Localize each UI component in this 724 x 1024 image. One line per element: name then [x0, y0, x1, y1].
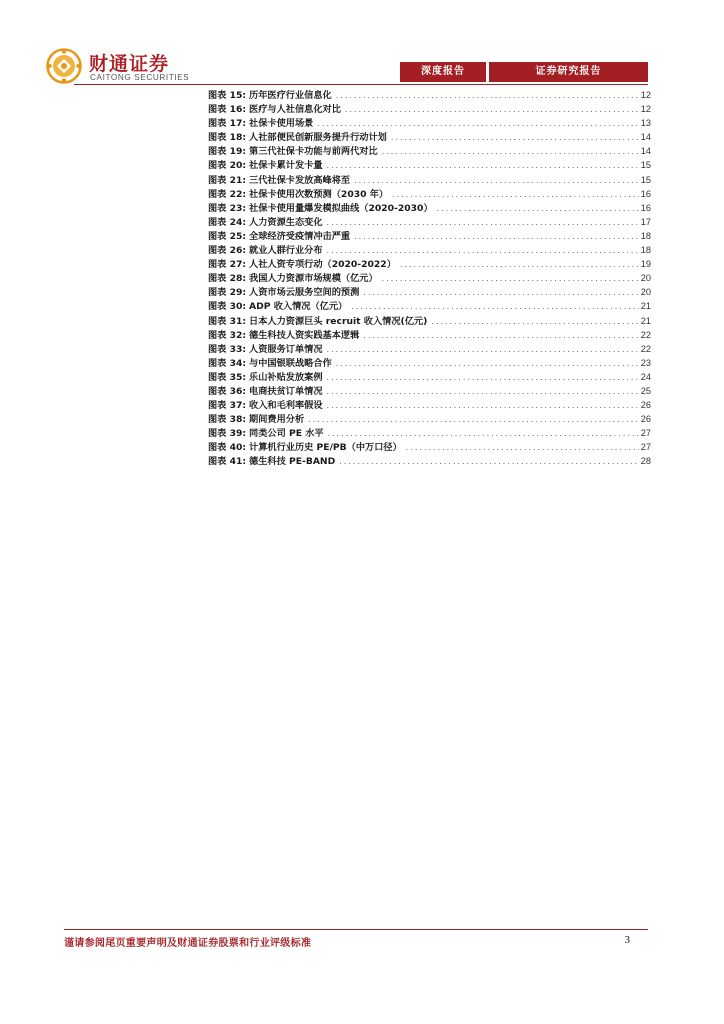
- toc-entry[interactable]: [208, 426, 651, 440]
- toc-figure-title: 社保卡累计发卡量: [249, 160, 323, 172]
- toc-page-number: 16: [640, 188, 651, 199]
- page-number: 3: [624, 934, 630, 946]
- toc-figure-label: 图表 17: [208, 118, 243, 130]
- footer-divider: [64, 929, 648, 930]
- toc-colon: :: [242, 245, 247, 257]
- toc-figure-title: 日本人力资源巨头 recruit 收入情况(亿元): [249, 315, 428, 327]
- toc-colon: :: [242, 343, 247, 355]
- toc-colon: :: [242, 259, 247, 271]
- toc-entry[interactable]: [208, 102, 651, 116]
- toc-entry[interactable]: [208, 215, 651, 229]
- toc-colon: :: [242, 329, 247, 341]
- toc-figure-title: 电商扶贫订单情况: [249, 385, 323, 397]
- toc-page-number: 25: [640, 385, 651, 396]
- toc-page-number: 12: [640, 104, 651, 115]
- toc-figure-label: 图表 34: [208, 357, 243, 369]
- toc-entry[interactable]: [208, 257, 651, 271]
- toc-figure-label: 图表 21: [208, 174, 243, 186]
- toc-figure-label: 图表 30: [208, 301, 243, 313]
- toc-entry[interactable]: [208, 342, 651, 356]
- toc-dot-leader: [392, 188, 639, 202]
- toc-colon: :: [242, 371, 247, 383]
- toc-dot-leader: [354, 174, 639, 188]
- toc-dot-leader: [354, 230, 639, 244]
- toc-page-number: 27: [640, 428, 651, 439]
- toc-page-number: 20: [640, 287, 651, 298]
- toc-figure-title: 人社部便民创新服务提升行动计划: [249, 132, 387, 144]
- tag-securities-research: 证券研究报告: [489, 62, 648, 82]
- toc-figure-label: 图表 25: [208, 230, 243, 242]
- toc-figure-title: 期间费用分析: [249, 414, 305, 426]
- toc-figure-label: 图表 18: [208, 132, 243, 144]
- toc-colon: :: [242, 132, 247, 144]
- toc-figure-title: 社保卡使用次数预测（2030 年）: [249, 188, 389, 200]
- toc-entry[interactable]: [208, 116, 651, 130]
- toc-dot-leader: [351, 300, 639, 314]
- toc-figure-label: 图表 15: [208, 90, 243, 101]
- toc-page-number: 14: [640, 132, 651, 143]
- toc-dot-leader: [339, 455, 639, 469]
- toc-page-number: 20: [640, 273, 651, 284]
- toc-page-number: 21: [640, 315, 651, 326]
- toc-figure-title: 计算机行业历史 PE/PB（中万口径）: [249, 442, 402, 454]
- toc-entry[interactable]: [208, 187, 651, 201]
- toc-dot-leader: [327, 216, 639, 230]
- toc-figure-title: 收入和毛利率假设: [249, 400, 323, 412]
- toc-dot-leader: [327, 244, 639, 258]
- toc-figure-title: 人社人资专项行动（2020-2022）: [249, 259, 396, 271]
- toc-entry[interactable]: [208, 285, 651, 299]
- toc-figure-label: 图表 37: [208, 400, 243, 412]
- toc-colon: :: [242, 385, 247, 397]
- toc-dot-leader: [382, 145, 639, 159]
- toc-page-number: 21: [640, 301, 651, 312]
- figure-index-list: [208, 88, 651, 469]
- toc-colon: :: [242, 428, 247, 440]
- toc-colon: :: [242, 160, 247, 172]
- toc-page-number: 27: [640, 442, 651, 453]
- toc-entry[interactable]: [208, 229, 651, 243]
- toc-page-number: 13: [640, 118, 651, 129]
- toc-figure-title: 医疗与人社信息化对比: [249, 104, 341, 116]
- toc-entry[interactable]: [208, 243, 651, 257]
- toc-figure-label: 图表 38: [208, 414, 243, 426]
- toc-colon: :: [242, 273, 247, 285]
- toc-page-number: 23: [640, 357, 651, 368]
- toc-dot-leader: [391, 131, 639, 145]
- toc-colon: :: [242, 301, 247, 313]
- toc-dot-leader: [400, 258, 639, 272]
- toc-dot-leader: [327, 385, 639, 399]
- toc-figure-label: 图表 33: [208, 343, 243, 355]
- toc-entry[interactable]: [208, 454, 651, 468]
- toc-entry[interactable]: [208, 201, 651, 215]
- toc-colon: :: [242, 174, 247, 186]
- toc-dot-leader: [327, 343, 639, 357]
- toc-colon: :: [242, 230, 247, 242]
- toc-colon: :: [242, 146, 247, 158]
- toc-dot-leader: [431, 315, 638, 329]
- toc-figure-title: 社保卡使用量爆发模拟曲线（2020-2030）: [249, 202, 433, 214]
- toc-figure-label: 图表 19: [208, 146, 243, 158]
- toc-figure-title: 乐山补贴发放案例: [249, 371, 323, 383]
- toc-page-number: 15: [640, 174, 651, 185]
- toc-dot-leader: [327, 371, 639, 385]
- toc-figure-label: 图表 24: [208, 216, 243, 228]
- toc-page-number: 14: [640, 146, 651, 157]
- toc-figure-label: 图表 26: [208, 245, 243, 257]
- toc-figure-title: 人资市场云服务空间的预测: [249, 287, 360, 299]
- toc-entry[interactable]: [208, 384, 651, 398]
- toc-colon: :: [242, 104, 247, 116]
- toc-figure-label: 图表 31: [208, 315, 243, 327]
- toc-dot-leader: [406, 441, 639, 455]
- tag-deep-report: 深度报告: [400, 62, 486, 82]
- toc-figure-label: 图表 40: [208, 442, 243, 454]
- toc-page-number: 28: [640, 456, 651, 467]
- company-logo: [46, 48, 196, 84]
- footer-disclaimer: 谨请参阅尾页重要声明及财通证券股票和行业评级标准: [64, 938, 312, 949]
- toc-entry[interactable]: [208, 370, 651, 384]
- toc-entry[interactable]: [208, 144, 651, 158]
- toc-figure-title: 同类公司 PE 水平: [249, 428, 324, 440]
- toc-page-number: 22: [640, 343, 651, 354]
- toc-figure-label: 图表 41: [208, 456, 243, 468]
- toc-entry[interactable]: [208, 398, 651, 412]
- toc-figure-title: 人力资源生态变化: [249, 216, 323, 228]
- toc-dot-leader: [327, 159, 639, 173]
- toc-colon: :: [242, 188, 247, 200]
- toc-figure-label: 图表 36: [208, 385, 243, 397]
- toc-figure-label: 图表 29: [208, 287, 243, 299]
- toc-page-number: 22: [640, 329, 651, 340]
- toc-entry[interactable]: [208, 173, 651, 187]
- toc-colon: :: [242, 315, 247, 327]
- toc-dot-leader: [345, 103, 639, 117]
- toc-dot-leader: [437, 202, 639, 216]
- toc-figure-title: 社保卡使用场景: [249, 118, 314, 130]
- toc-entry[interactable]: [208, 328, 651, 342]
- toc-figure-title: 第三代社保卡功能与前两代对比: [249, 146, 378, 158]
- toc-entry[interactable]: [208, 314, 651, 328]
- toc-page-number: 18: [640, 245, 651, 256]
- toc-dot-leader: [328, 427, 639, 441]
- toc-dot-leader: [363, 286, 638, 300]
- toc-figure-label: 图表 27: [208, 259, 243, 271]
- toc-colon: :: [242, 456, 247, 468]
- toc-dot-leader: [382, 272, 639, 286]
- toc-figure-title: 人资服务订单情况: [249, 343, 323, 355]
- toc-page-number: 17: [640, 216, 651, 227]
- toc-dot-leader: [317, 117, 638, 131]
- toc-entry[interactable]: [208, 412, 651, 426]
- report-type-tags: [400, 62, 648, 82]
- toc-dot-leader: [308, 413, 639, 427]
- toc-entry[interactable]: [208, 158, 651, 172]
- toc-colon: :: [242, 202, 247, 214]
- toc-figure-label: 图表 32: [208, 329, 243, 341]
- toc-figure-label: 图表 16: [208, 104, 243, 116]
- toc-figure-label: 图表 39: [208, 428, 243, 440]
- toc-dot-leader: [336, 89, 639, 103]
- toc-figure-title: 历年医疗行业信息化: [249, 90, 332, 101]
- toc-dot-leader: [327, 399, 639, 413]
- toc-page-number: 16: [640, 202, 651, 213]
- toc-figure-label: 图表 23: [208, 202, 243, 214]
- toc-page-number: 26: [640, 400, 651, 411]
- toc-entry[interactable]: [208, 88, 651, 102]
- toc-colon: :: [242, 216, 247, 228]
- toc-colon: :: [242, 357, 247, 369]
- caitong-logo-icon: [46, 48, 82, 84]
- toc-figure-label: 图表 22: [208, 188, 243, 200]
- toc-entry[interactable]: [208, 271, 651, 285]
- toc-figure-title: 三代社保卡发放高峰将至: [249, 174, 351, 186]
- header-divider: [74, 84, 648, 85]
- toc-colon: :: [242, 400, 247, 412]
- toc-entry[interactable]: [208, 299, 651, 313]
- toc-entry[interactable]: [208, 130, 651, 144]
- toc-colon: :: [242, 90, 247, 101]
- toc-page-number: 24: [640, 371, 651, 382]
- toc-colon: :: [242, 287, 247, 299]
- toc-page-number: 12: [640, 90, 651, 100]
- toc-page-number: 18: [640, 230, 651, 241]
- toc-colon: :: [242, 414, 247, 426]
- toc-page-number: 15: [640, 160, 651, 171]
- toc-figure-label: 图表 35: [208, 371, 243, 383]
- toc-figure-title: 德生科技 PE-BAND: [249, 456, 336, 468]
- toc-page-number: 19: [640, 259, 651, 270]
- toc-figure-title: 全球经济受疫情冲击严重: [249, 230, 351, 242]
- toc-figure-title: 我国人力资源市场规模（亿元）: [249, 273, 378, 285]
- toc-page-number: 26: [640, 414, 651, 425]
- toc-colon: :: [242, 118, 247, 130]
- toc-figure-title: 德生科技人资实践基本逻辑: [249, 329, 360, 341]
- toc-figure-label: 图表 28: [208, 273, 243, 285]
- toc-entry[interactable]: [208, 440, 651, 454]
- toc-dot-leader: [363, 329, 638, 343]
- toc-entry[interactable]: [208, 356, 651, 370]
- company-name-en: CAITONG SECURITIES: [90, 73, 190, 82]
- toc-figure-title: ADP 收入情况（亿元）: [249, 301, 348, 313]
- company-name-cn: 财通证券: [89, 53, 170, 75]
- toc-dot-leader: [336, 357, 639, 371]
- toc-figure-title: 就业人群行业分布: [249, 245, 323, 257]
- toc-figure-label: 图表 20: [208, 160, 243, 172]
- toc-colon: :: [242, 442, 247, 454]
- toc-figure-title: 与中国银联战略合作: [249, 357, 332, 369]
